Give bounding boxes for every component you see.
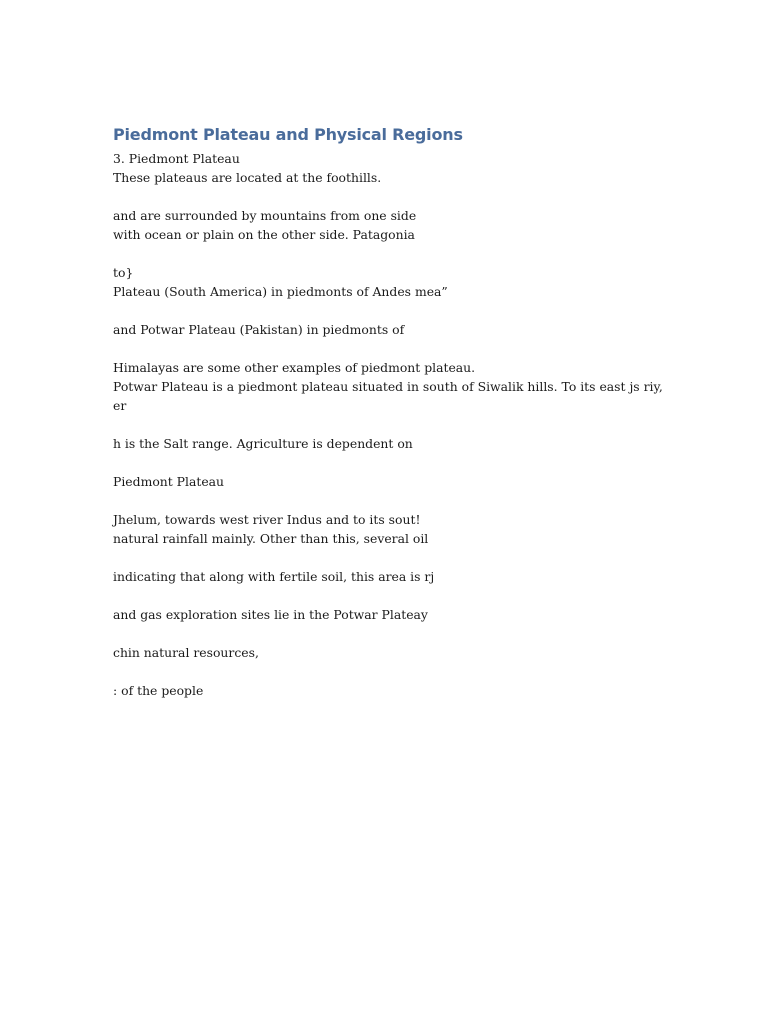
text-line: These plateaus are located at the foothills. [113, 170, 382, 185]
text-line: er [113, 398, 127, 413]
text-line: Piedmont Plateau [113, 474, 225, 489]
text-line: h is the Salt range. Agriculture is dependent on [113, 436, 413, 451]
blank-line [113, 415, 653, 434]
text-line: and are surrounded by mountains from one side [113, 208, 417, 223]
text-line: Himalayas are some other examples of piedmont plateau. [113, 360, 476, 375]
text-line: Potwar Plateau is a piedmont plateau situated in south of Siwalik hills. To its east js riy, [113, 379, 663, 394]
document-body [113, 149, 663, 700]
blank-line [113, 187, 653, 206]
blank-line [113, 586, 653, 605]
blank-line [113, 624, 653, 643]
blank-line [113, 339, 653, 358]
document-heading: Piedmont Plateau and Physical Regions [113, 125, 463, 144]
text-line: and Potwar Plateau (Pakistan) in piedmonts of [113, 322, 405, 337]
text-line: and gas exploration sites lie in the Potwar Plateay [113, 607, 428, 622]
blank-line [113, 662, 653, 681]
blank-line [113, 244, 653, 263]
text-line: natural rainfall mainly. Other than this, several oil [113, 531, 429, 546]
text-line: Plateau (South America) in piedmonts of Andes mea” [113, 284, 448, 299]
text-line: with ocean or plain on the other side. Patagonia [113, 227, 415, 242]
blank-line [113, 491, 653, 510]
text-line: chin natural resources, [113, 645, 259, 660]
blank-line [113, 453, 653, 472]
text-line: indicating that along with fertile soil, this area is rj [113, 569, 435, 584]
text-line: to} [113, 265, 134, 280]
blank-line [113, 548, 653, 567]
text-line: : of the people [113, 683, 204, 698]
text-line: Jhelum, towards west river Indus and to its sout! [113, 512, 421, 527]
text-line: 3. Piedmont Plateau [113, 151, 240, 166]
blank-line [113, 301, 653, 320]
